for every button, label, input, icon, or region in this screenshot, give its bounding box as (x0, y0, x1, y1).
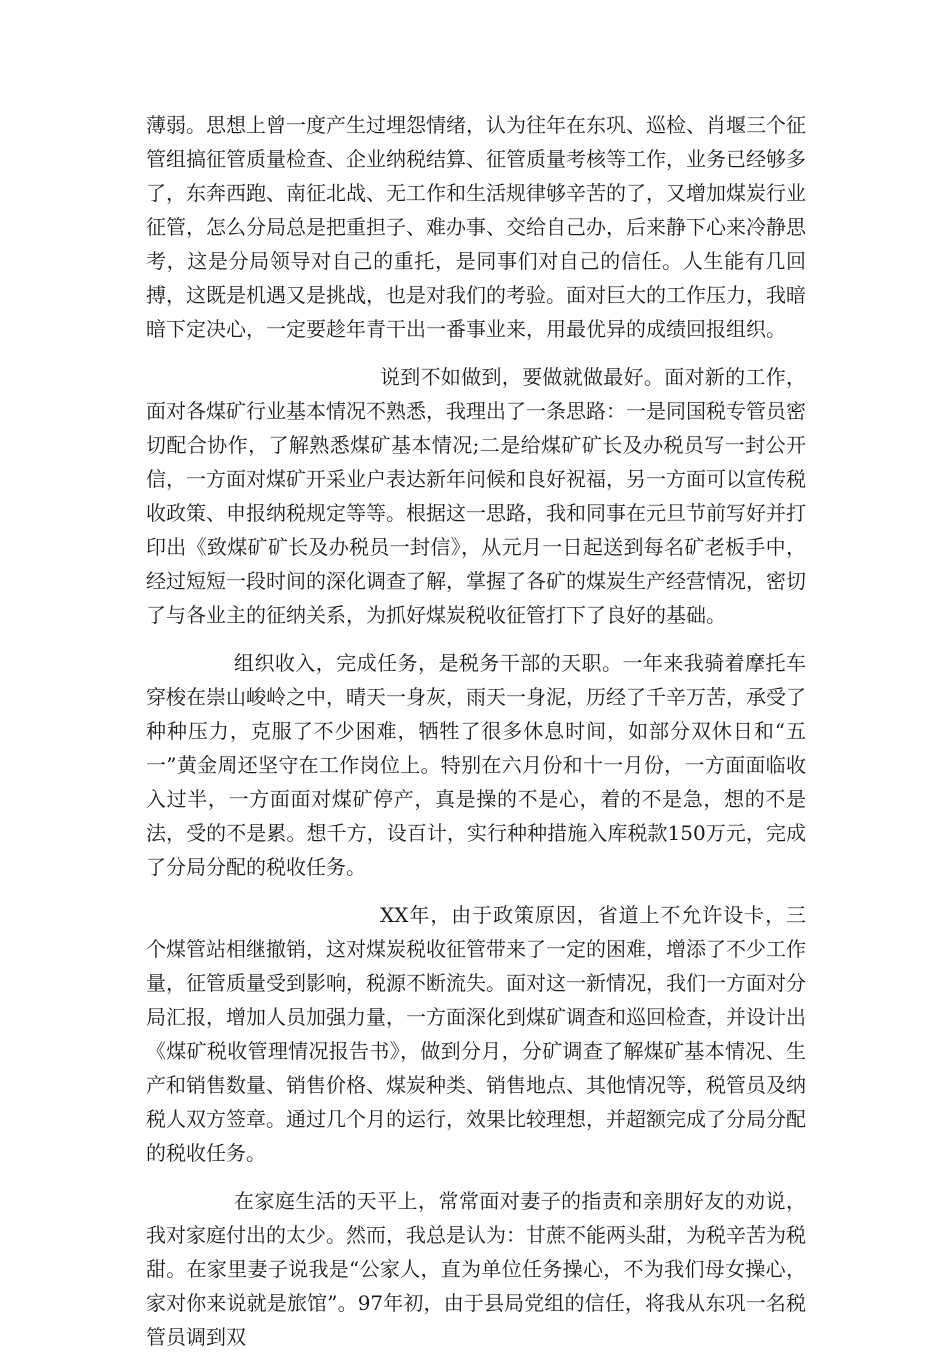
paragraph-1: 薄弱。思想上曾一度产生过埋怨情绪，认为往年在东巩、巡检、肖堰三个征管组搞征管质量检查、企业纳税结算、征管质量考核等工作，业务已经够多了，东奔西跑、南征北战、无工作和生活规律够辛苦的了，又增加煤炭行业征管，怎么分局总是把重担子、难办事、交给自己办，后来静下心来冷静思考，这是分局领导对自己的重托，是同事们对自己的信任。人生能有几回搏，这既是机遇又是挑战，也是对我们的考验。面对巨大的工作压力，我暗暗下定决心，一定要趁年青干出一番事业来，用最优异的成绩回报组织。 (146, 113, 806, 341)
paragraph-4: XX年，由于政策原因，省道上不允许设卡，三个煤管站相继撤销，这对煤炭税收征管带来了一定的困难，增添了不少工作量，征管质量受到影响，税源不断流失。面对这一新情况，我们一方面对分局汇报，增加人员加强力量，一方面深化到煤矿调查和巡回检查，并设计出《煤矿税收管理情况报告书》，做到分月，分矿调查了解煤矿基本情况、生产和销售数量、销售价格、煤炭种类、销售地点、其他情况等，税管员及纳税人双方签章。通过几个月的运行，效果比较理想，并超额完成了分局分配的税收任务。 (146, 903, 806, 1165)
paragraph-5: 在家庭生活的天平上，常常面对妻子的指责和亲朋好友的劝说，我对家庭付出的太少。然而，我总是认为：甘蔗不能两头甜，为税辛苦为税甜。在家里妻子说我是“公家人，直为单位任务操心，不为我们母女操心，家对你来说就是旅馆”。97年初，由于县局党组的信任，将我从东巩一名税管员调到双 (146, 1189, 806, 1349)
paragraph-3: 组织收入，完成任务，是税务干部的天职。一年来我骑着摩托车穿梭在崇山峻岭之中，晴天一身灰，雨天一身泥，历经了千辛万苦，承受了种种压力，克服了不少困难，牺牲了很多休息时间，如部分双休日和“五一”黄金周还坚守在工作岗位上。特别在六月份和十一月份，一方面面临收入过半，一方面面对煤矿停产，真是操的不是心，着的不是急，想的不是法，受的不是累。想千方，设百计，实行种种措施入库税款150万元，完成了分局分配的税收任务。 (146, 651, 806, 879)
paragraph-2: 说到不如做到，要做就做最好。面对新的工作，面对各煤矿行业基本情况不熟悉，我理出了一条思路：一是同国税专管员密切配合协作，了解熟悉煤矿基本情况;二是给煤矿矿长及办税员写一封公开信，一方面对煤矿开采业户表达新年问候和良好祝福，另一方面可以宣传税收政策、申报纳税规定等等。根据这一思路，我和同事在元旦节前写好并打印出《致煤矿矿长及办税员一封信》，从元月一日起送到每名矿老板手中，经过短短一段时间的深化调查了解，掌握了各矿的煤炭生产经营情况，密切了与各业主的征纳关系，为抓好煤炭税收征管打下了良好的基础。 (146, 365, 806, 627)
document-body (146, 108, 806, 1368)
